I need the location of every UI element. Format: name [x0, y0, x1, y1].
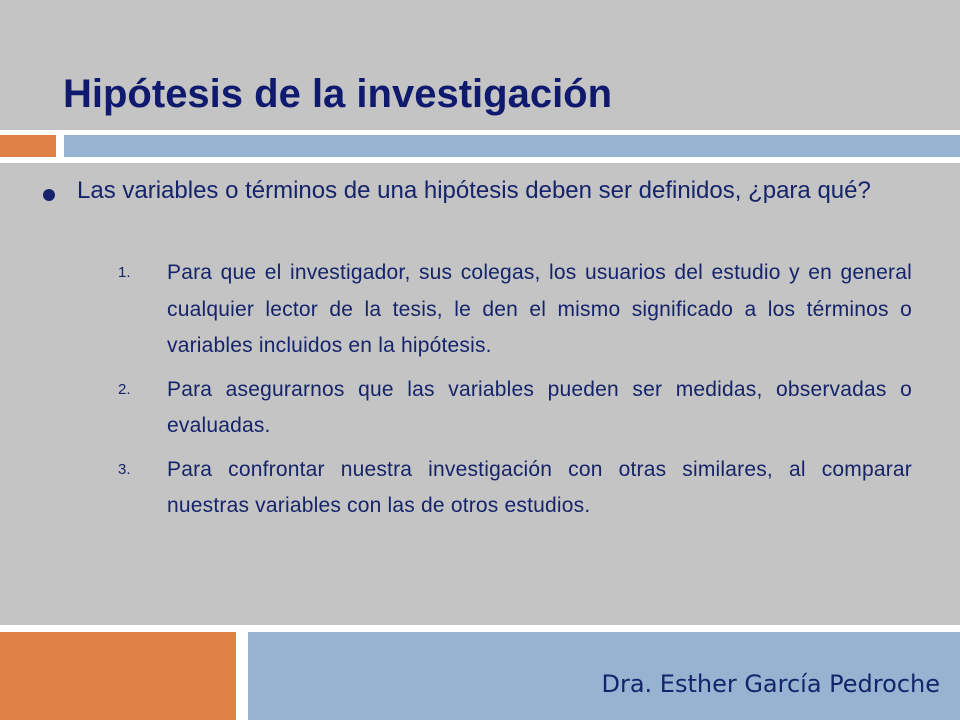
footer-author: Dra. Esther García Pedroche: [601, 670, 940, 698]
slide-title: Hipótesis de la investigación: [63, 72, 613, 116]
title-panel: [0, 0, 960, 130]
list-item-number: 1.: [118, 264, 131, 281]
list-item: [0, 452, 960, 525]
list-item: [0, 255, 960, 365]
list-item-text: Para asegurarnos que las variables pueden ser medidas, observadas o evaluadas.: [167, 377, 912, 437]
list-item-number: 3.: [118, 460, 131, 478]
accent-orange-block: [0, 135, 56, 157]
footer-orange-block: [0, 632, 236, 720]
list-item: [0, 372, 960, 445]
bullet-dot-icon: [43, 189, 55, 201]
list-item-text: Para confrontar nuestra investigación con otras similares, al comparar nuestras variables con las de otros estudios.: [167, 457, 912, 517]
list-item-number: 2.: [118, 380, 131, 398]
main-bullet-text: Las variables o términos de una hipótesis deben ser definidos, ¿para qué?: [77, 177, 871, 204]
list-item-text: Para que el investigador, sus colegas, los usuarios del estudio y en general cualquier lector de la tesis, le den el mismo significado a los términos o variables incluidos en la hipótesis.: [167, 261, 912, 357]
numbered-list: [0, 255, 960, 525]
accent-blue-strip: [64, 135, 960, 157]
